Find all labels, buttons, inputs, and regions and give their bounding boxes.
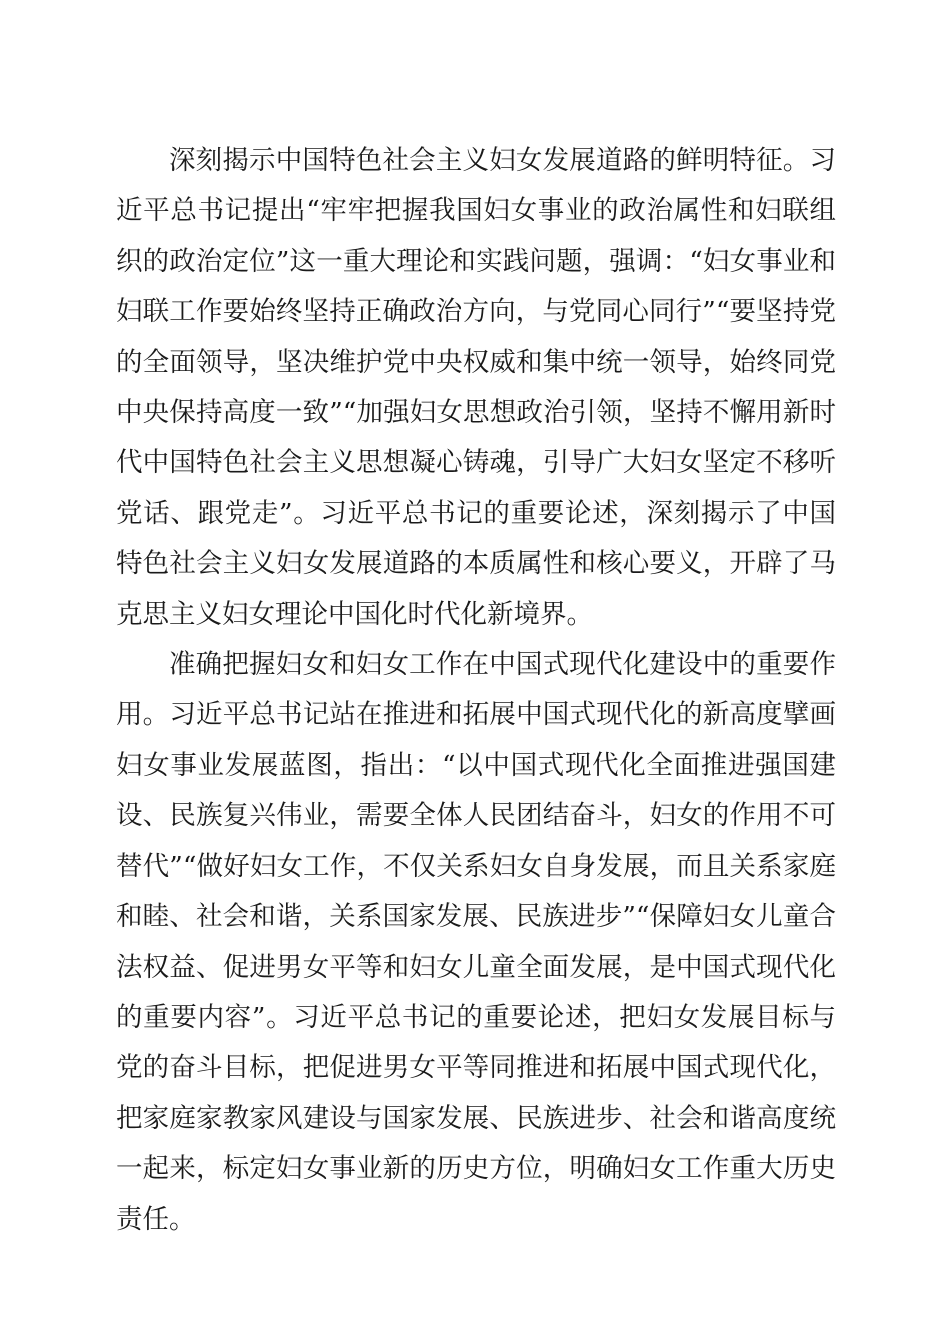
- document-body: [116, 136, 836, 1245]
- paragraph-2: 准确把握妇女和妇女工作在中国式现代化建设中的重要作用。习近平总书记站在推进和拓展中国式现代化的新高度擘画妇女事业发展蓝图，指出：“以中国式现代化全面推进强国建设、民族复兴伟业，需要全体人民团结奋斗，妇女的作用不可替代”“做好妇女工作，不仅关系妇女自身发展，而且关系家庭和睦、社会和谐，关系国家发展、民族进步”“保障妇女儿童合法权益、促进男女平等和妇女儿童全面发展，是中国式现代化的重要内容”。习近平总书记的重要论述，把妇女发展目标与党的奋斗目标，把促进男女平等同推进和拓展中国式现代化，把家庭家教家风建设与国家发展、民族进步、社会和谐高度统一起来，标定妇女事业新的历史方位，明确妇女工作重大历史责任。: [116, 649, 836, 1235]
- paragraph-1: 深刻揭示中国特色社会主义妇女发展道路的鲜明特征。习近平总书记提出“牢牢把握我国妇女事业的政治属性和妇联组织的政治定位”这一重大理论和实践问题，强调：“妇女事业和妇联工作要始终坚持正确政治方向，与党同心同行”“要坚持党的全面领导，坚决维护党中央权威和集中统一领导，始终同党中央保持高度一致”“加强妇女思想政治引领，坚持不懈用新时代中国特色社会主义思想凝心铸魂，引导广大妇女坚定不移听党话、跟党走”。习近平总书记的重要论述，深刻揭示了中国特色社会主义妇女发展道路的本质属性和核心要义，开辟了马克思主义妇女理论中国化时代化新境界。: [116, 145, 836, 630]
